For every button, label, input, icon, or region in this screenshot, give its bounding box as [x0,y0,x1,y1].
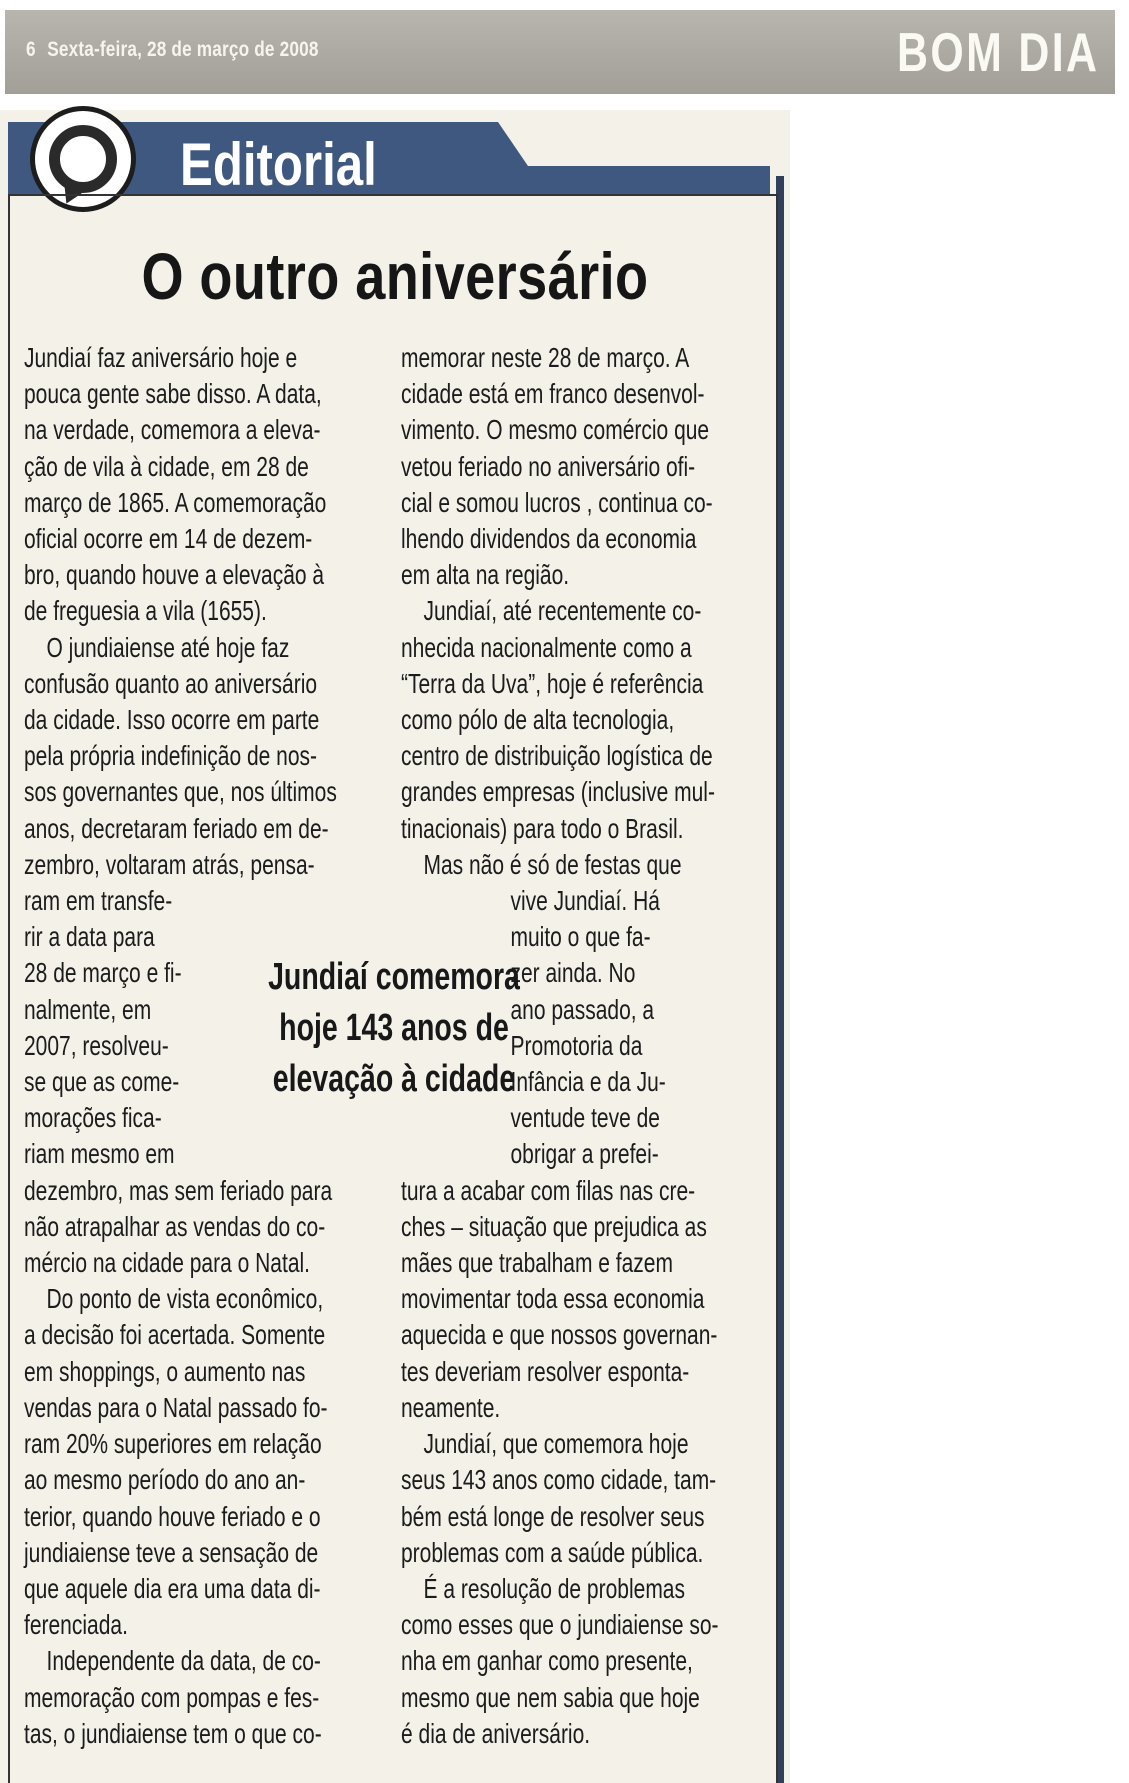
article-text-line: 2007, resolveu- [24,1029,169,1061]
article-text-line: vimento. O mesmo comércio que [401,414,710,446]
pull-quote-line: Jundiaí comemora [268,956,520,998]
article-text-line: na verdade, comemora a eleva- [24,414,321,446]
article-text-line: tas, o jundiaiense tem o que co- [24,1717,322,1749]
article-text-line: tes deveriam resolver esponta- [401,1355,690,1387]
article-text-line: se que as come- [24,1066,180,1098]
article-text-line: tinacionais) para todo o Brasil. [401,812,684,844]
article-text-line: como esses que o jundiaiense so- [401,1609,719,1641]
article-text-line: nha em ganhar como presente, [401,1645,693,1677]
article-text-line: bro, quando houve a elevação à [24,559,325,591]
article-text-line: morações fica- [24,1102,162,1134]
article-text-line: ventude teve de [510,1102,660,1134]
article-text-line: anos, decretaram feriado em de- [24,812,329,844]
article-headline: O outro aniversário [141,239,649,313]
article-text-line: é dia de aniversário. [401,1717,591,1749]
article-text-line: pouca gente sabe disso. A data, [24,378,322,410]
article-text-line: memorar neste 28 de março. A [401,342,690,373]
article-text-line: 28 de março e fi- [24,957,182,989]
pull-quote-line: hoje 143 anos de [279,1007,509,1049]
article-text-line: ram em transfe- [24,885,173,917]
article-text-line: vetou feriado no aniversário ofi- [401,450,696,482]
article-text-line: bém está longe de resolver seus [401,1500,705,1532]
article-text-line: ram 20% superiores em relação [24,1428,322,1460]
article-text-line: confusão quanto ao aniversário [24,667,318,699]
article-text-line: como pólo de alta tecnologia, [401,704,675,736]
article-text-line: vive Jundiaí. Há [510,885,660,917]
article-text-line: jundiaiense teve a sensação de [24,1536,319,1568]
article-text-line: ção de vila à cidade, em 28 de [24,450,309,482]
article-text-line: vendas para o Natal passado fo- [24,1391,328,1423]
article-text-line: pela própria indefinição de nos- [24,740,318,772]
article-text-line: seus 143 anos como cidade, tam- [401,1464,717,1496]
article-text-line: aquecida e que nossos governan- [401,1319,718,1351]
article-text-line: Infância e da Ju- [510,1066,666,1098]
article-text-line: Jundiaí, que comemora hoje [423,1428,689,1460]
article-text-line: lhendo dividendos da economia [401,523,697,555]
article-text-line: mesmo que nem sabia que hoje [401,1681,700,1713]
newspaper-masthead: BOM DIA [896,21,1099,83]
article-text-line: Do ponto de vista econômico, [46,1283,324,1315]
article-text-line: em alta na região. [401,559,570,591]
issue-date: Sexta-feira, 28 de março de 2008 [47,38,319,61]
article-text-line: ches – situação que prejudica as [401,1210,707,1242]
article-text-line: nhecida nacionalmente como a [401,631,692,663]
article-text-line: mércio na cidade para o Natal. [24,1247,310,1279]
article-text-line: muito o que fa- [510,921,651,953]
article-text-line: oficial ocorre em 14 de dezem- [24,523,313,555]
article-text-line: em shoppings, o aumento nas [24,1355,306,1387]
article-text-line: cial e somou lucros , continua co- [401,486,713,518]
article-text-line: Promotoria da [510,1029,643,1061]
page-info [26,38,319,62]
article-text-line: ao mesmo período do ano an- [24,1464,306,1496]
article-text-line: de freguesia a vila (1655). [24,595,267,627]
article-text-line: O jundiaiense até hoje faz [46,631,290,663]
article-text-line: dezembro, mas sem feriado para [24,1174,333,1206]
article-text-line: rir a data para [24,921,155,953]
article-text-line: da cidade. Isso ocorre em parte [24,704,320,736]
article-text-line: obrigar a prefei- [510,1138,659,1170]
article-text-line: ferenciada. [24,1609,128,1641]
article-text-line: grandes empresas (inclusive mul- [401,776,715,808]
article-text-line: a decisão foi acertada. Somente [24,1319,326,1351]
article-text-line: neamente. [401,1391,501,1423]
article-text-line: cidade está em franco desenvol- [401,378,705,410]
article-text-line: É a resolução de problemas [423,1572,685,1604]
article-text-line: tura a acabar com filas nas cre- [401,1174,696,1206]
article-text-line: terior, quando houve feriado e o [24,1500,321,1532]
article-text-line: movimentar toda essa economia [401,1283,705,1315]
article-text-line: março de 1865. A comemoração [24,486,327,518]
article-text-line: centro de distribuição logística de [401,740,713,772]
article-text-line: sos governantes que, nos últimos [24,776,337,808]
article-text-line: zembro, voltaram atrás, pensa- [24,848,315,880]
pull-quote [226,952,562,1105]
article-text-line: que aquele dia era uma data di- [24,1572,321,1604]
article-text-line: “Terra da Uva”, hoje é referência [401,667,704,699]
article-text-line: memoração com pompas e fes- [24,1681,320,1713]
article-text-line: Jundiaí faz aniversário hoje e [24,342,298,373]
article-text-line: não atrapalhar as vendas do co- [24,1210,326,1242]
article-text-line: ano passado, a [510,993,655,1025]
article-text-line: Independente da data, de co- [46,1645,321,1677]
article-text-line: nalmente, em [24,993,152,1025]
article-text-line: mães que trabalham e fazem [401,1247,673,1279]
article-text-line: zer ainda. No [510,957,636,989]
article-text-line: riam mesmo em [24,1138,175,1170]
article-text-line: problemas com a saúde pública. [401,1536,704,1568]
article-text-line: Jundiaí, até recentemente co- [423,595,702,627]
page-number: 6 [26,38,36,61]
article-text-line: Mas não é só de festas que [423,848,682,880]
section-label: Editorial [180,131,377,198]
pull-quote-line: elevação à cidade [272,1058,516,1100]
